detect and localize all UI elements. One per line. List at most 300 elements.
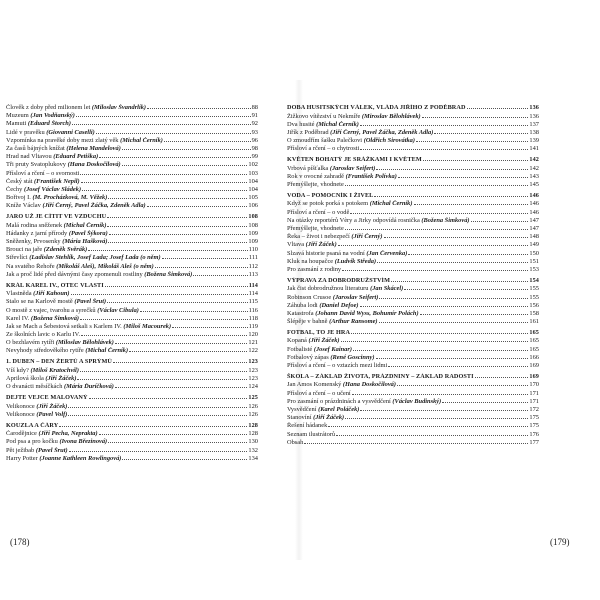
entry-page-number: 146 (529, 208, 539, 216)
toc-entry (6, 430, 258, 438)
entry-page-number: 177 (529, 438, 539, 446)
dot-leader (113, 362, 247, 363)
entry-author: (Václav Budinský) (392, 397, 442, 405)
entry-page-number: 169 (529, 362, 539, 370)
entry-title (6, 112, 75, 120)
section-heading (6, 394, 258, 403)
entry-title-text: Lidé v pravěku (6, 128, 47, 136)
entry-page-number: 123 (248, 375, 258, 382)
entry-title (287, 439, 303, 447)
entry-author: (Jiří Žáček) (36, 402, 68, 410)
entry-page-number: 146 (529, 191, 539, 199)
page-number-left: (178) (10, 537, 30, 547)
entry-author: (Jan Červenka) (366, 249, 408, 257)
entry-title (287, 398, 441, 406)
dot-leader (341, 341, 529, 342)
toc-entry (6, 331, 258, 339)
entry-title (287, 294, 378, 302)
toc-entry (6, 246, 258, 254)
entry-page-number: 128 (248, 430, 258, 438)
toc-entry (6, 170, 258, 178)
entry-title-text: Za časů bájných knížat (6, 144, 67, 152)
toc-entry (287, 406, 539, 414)
entry-page-number: 96 (251, 136, 258, 144)
dot-leader (379, 298, 528, 299)
entry-page-number: 126 (248, 402, 258, 410)
entry-title (6, 315, 79, 323)
toc-entry (6, 339, 258, 347)
entry-title-text: KRÁL KAREL IV., OTEC VLASTI (6, 281, 104, 289)
dot-leader (398, 177, 529, 178)
entry-title-text: Malá rodina sněženek (6, 221, 64, 229)
entry-page-number: 158 (529, 309, 539, 317)
entry-title-text: Jak se Mach a Šebestová setkali s Karlem IV. (6, 322, 124, 330)
entry-title (287, 354, 375, 362)
entry-author: (Johann David Wyss, Bohumír Polách) (315, 309, 419, 317)
dot-leader (155, 267, 248, 268)
entry-title (287, 414, 344, 422)
dot-leader (345, 418, 528, 419)
toc-entry (287, 422, 539, 430)
entry-title-text: Ze školních lavic o Karlu IV. (6, 331, 81, 339)
entry-title-text: Dva husité (287, 120, 317, 128)
entry-title (6, 411, 67, 419)
entry-title (287, 310, 419, 318)
entry-title (287, 381, 396, 389)
toc-entry (6, 238, 258, 246)
entry-title-text: Fotbalový zápas (287, 353, 331, 361)
toc-entry (6, 298, 258, 306)
dot-leader (475, 377, 529, 378)
toc-entry (6, 315, 258, 323)
entry-author: (Jiří Černý) (351, 233, 383, 241)
dot-leader (360, 125, 529, 126)
dot-leader (397, 385, 528, 386)
entry-author: (Pavel Volf) (36, 410, 68, 418)
toc-entry (287, 346, 539, 354)
entry-title (6, 263, 154, 271)
dot-leader (434, 133, 528, 134)
toc-entry (6, 323, 258, 331)
entry-title-text: Kopaná (287, 337, 309, 345)
page-number-right: (179) (550, 537, 570, 547)
dot-leader (77, 379, 247, 380)
entry-title-text: Fotbalisté (287, 345, 314, 353)
entry-title (287, 258, 376, 266)
dot-leader (353, 350, 528, 351)
entry-title-text: Přísloví a rčení – o chytrosti (287, 145, 360, 153)
entry-page-number: 130 (248, 438, 258, 446)
entry-title-text: Hrad nad Vltavou (6, 153, 54, 161)
entry-page-number: 143 (529, 172, 539, 180)
entry-page-number: 124 (248, 383, 258, 391)
entry-title-text: Tři pruty Svatoplukovy (6, 161, 68, 169)
dot-leader (80, 174, 247, 175)
entry-author: (Karel Poláček) (318, 405, 360, 413)
entry-author: (Miloslav Bělohlávek) (55, 339, 114, 347)
entry-title (6, 153, 98, 161)
entry-title (287, 390, 351, 398)
entry-page-number: 109 (248, 229, 258, 237)
dot-leader (352, 394, 529, 395)
toc-entry (287, 310, 539, 318)
entry-title-text: Karel IV. (6, 314, 31, 322)
toc-entry (6, 455, 258, 463)
entry-author: (Mária Hašková) (62, 238, 108, 245)
entry-title (287, 233, 383, 241)
entry-title-text: Velikonoce (6, 410, 37, 418)
entry-page-number: 103 (248, 169, 258, 177)
entry-author: (Jiří Černý, Pavel Žáčka, Zdeněk Adla) (330, 128, 434, 136)
toc-entry (287, 233, 539, 241)
entry-title (6, 170, 79, 178)
entry-title-text: Stanovíní (287, 414, 314, 422)
entry-title-text: O mostě z vajec, tvarohu a syrečků (6, 306, 98, 314)
entry-author: (Miroslav Bělohlávek) (361, 112, 421, 120)
entry-page-number: 110 (248, 246, 258, 254)
toc-entry (287, 431, 539, 439)
toc-entry (287, 145, 539, 153)
entry-title (6, 307, 139, 315)
entry-title (6, 238, 107, 246)
dot-leader (377, 262, 528, 263)
entry-page-number: 166 (529, 353, 539, 361)
section-heading (287, 192, 539, 201)
entry-page-number: 161 (529, 318, 539, 326)
entry-title (287, 346, 352, 354)
entry-author: (Jiří Kahoun) (33, 290, 70, 298)
toc-entry (287, 137, 539, 145)
entry-page-number: 136 (529, 104, 539, 111)
toc-entry (6, 178, 258, 186)
left-page (6, 104, 258, 463)
entry-title (6, 246, 87, 254)
entry-page-number: 134 (248, 454, 258, 462)
toc-entry (6, 307, 258, 315)
entry-title (6, 222, 106, 230)
entry-author: (Eduard Petiška) (53, 153, 99, 161)
toc-entry (6, 403, 258, 411)
entry-page-number: 88 (251, 104, 258, 111)
entry-page-number: 102 (248, 161, 258, 169)
toc-list-left (6, 104, 258, 463)
entry-author: (Michal Černík) (85, 347, 129, 355)
entry-title (287, 113, 421, 121)
entry-title (287, 209, 349, 217)
entry-title-text: KOUZLA A ČÁRY (6, 421, 59, 429)
entry-author: (Jaroslav Seifert) (332, 293, 379, 301)
entry-title (6, 383, 114, 391)
toc-entry (6, 263, 258, 271)
entry-title (287, 318, 378, 326)
entry-page-number: 125 (248, 393, 258, 401)
entry-title-text: VÝPRAVA ZA DOBRODRUŽSTVÍM (287, 276, 391, 284)
dot-leader (336, 435, 528, 436)
dot-leader (345, 229, 529, 230)
entry-title (6, 230, 108, 238)
entry-page-number: 108 (248, 213, 258, 221)
dot-leader (109, 234, 248, 235)
entry-title (6, 422, 58, 431)
entry-title-text: Žižkovo vítězství u Nekmíře (287, 112, 362, 120)
entry-page-number: 150 (529, 249, 539, 257)
entry-author: (Jan Vodňanský) (30, 112, 75, 120)
dot-leader (122, 165, 248, 166)
dot-leader (376, 169, 528, 170)
entry-title (287, 266, 341, 274)
entry-title (287, 129, 433, 137)
entry-title (6, 367, 79, 375)
dot-leader (350, 213, 528, 214)
toc-entry (287, 354, 539, 362)
entry-author: (Zdeněk Svěrák) (43, 246, 88, 254)
entry-title-text: Mamuti (6, 120, 28, 128)
entry-title-text: Hádanky z jarní přírody (6, 229, 69, 237)
entry-page-number: 170 (529, 381, 539, 389)
dot-leader (374, 196, 528, 197)
entry-title (287, 250, 407, 258)
right-page (287, 104, 539, 447)
entry-title-text: Šlépěje v bahně (287, 318, 330, 326)
entry-title-text: Kníže Václav (6, 202, 43, 210)
dot-leader (379, 322, 529, 323)
entry-page-number: 92 (251, 120, 258, 128)
entry-page-number: 136 (529, 112, 539, 120)
entry-page-number: 132 (248, 446, 258, 454)
entry-page-number: 104 (248, 185, 258, 193)
dot-leader (404, 289, 528, 290)
entry-title (6, 254, 161, 262)
toc-entry (6, 112, 258, 120)
entry-title (6, 347, 128, 355)
section-heading (287, 373, 539, 382)
toc-entry (287, 318, 539, 326)
dot-leader (80, 371, 247, 372)
entry-page-number: 114 (248, 290, 258, 298)
entry-title (287, 329, 350, 338)
entry-page-number: 104 (248, 177, 258, 185)
entry-author: (Pavel Šýkora) (68, 229, 108, 237)
entry-page-number: 119 (248, 322, 258, 330)
entry-title-text: Řeka – život i nebezpečí (287, 233, 352, 241)
entry-title-text: Vlastněda (6, 290, 34, 298)
entry-author: (Arthur Ransome) (329, 318, 378, 326)
dot-leader (360, 410, 528, 411)
section-heading (6, 422, 258, 431)
entry-title-text: VODA – POMOCNÍK I ŽIVEL (287, 191, 374, 199)
entry-page-number: 111 (248, 254, 258, 262)
entry-title-text: Pět ježibab (6, 446, 36, 454)
entry-author: (Ivona Březinová) (59, 438, 108, 446)
toc-entry (6, 438, 258, 446)
entry-title-text: Přísloví a rčení – o vodě (287, 208, 350, 216)
entry-title (287, 302, 359, 310)
dot-leader (115, 343, 247, 344)
dot-leader (68, 415, 247, 416)
toc-entry (6, 411, 258, 419)
entry-author: (Jiří Pecha, Nepraktа) (38, 430, 98, 438)
toc-entry (287, 294, 539, 302)
entry-page-number: 109 (248, 238, 258, 245)
entry-title (6, 194, 107, 202)
entry-title-text: Pro zasmání o prázdninách a vysvědčení (287, 397, 393, 405)
entry-title (287, 165, 375, 173)
dot-leader (76, 116, 251, 117)
entry-page-number: 155 (529, 285, 539, 293)
dot-leader (129, 351, 247, 352)
toc-entry (6, 271, 258, 279)
entry-page-number: 176 (529, 430, 539, 438)
dot-leader (328, 426, 528, 427)
entry-title-text: KVĚTEN BOHATÝ JE SRÁŽKAMI I KVĚTEM (287, 156, 422, 164)
dot-leader (115, 387, 247, 388)
entry-title-text: Obsah (287, 438, 304, 446)
entry-page-number: 137 (529, 120, 539, 128)
toc-entry (287, 181, 539, 189)
entry-author: (Božena Šimková) (30, 314, 80, 322)
dot-leader (376, 358, 529, 359)
dot-leader (422, 117, 529, 118)
dot-leader (342, 270, 528, 271)
entry-author: (Michal Černík) (369, 200, 413, 208)
entry-author: (Božena Šimková) (144, 270, 193, 278)
entry-page-number: 175 (529, 414, 539, 422)
entry-title-text: DOBA HUSITSKÝCH VÁLEK, VLÁDA JIŘÍHO Z PODĚBRAD (287, 104, 466, 111)
entry-title-text: Pod psa a pro kočku (6, 438, 60, 446)
entry-title-text: Bořivoj I. (6, 194, 33, 202)
entry-title (287, 285, 403, 293)
toc-entry (287, 200, 539, 208)
entry-author: (Michal Černík) (316, 120, 359, 128)
toc-entry (6, 120, 258, 128)
entry-title-text: O dvanácti měsíčkách (6, 383, 65, 391)
entry-title (6, 104, 146, 112)
entry-title (287, 337, 340, 345)
entry-author: (Hana Doskočilová) (342, 381, 396, 389)
dot-leader (108, 442, 247, 443)
toc-entry (6, 347, 258, 355)
entry-title (6, 186, 81, 194)
entry-page-number: 118 (248, 314, 258, 322)
entry-page-number: 142 (529, 156, 539, 164)
entry-page-number: 91 (251, 112, 258, 120)
dot-leader (360, 149, 528, 150)
entry-title-text: Vltava (287, 241, 306, 249)
entry-title (6, 323, 171, 331)
entry-title-text: Přísloví a rčení – o svornosti (6, 169, 80, 177)
dot-leader (108, 242, 247, 243)
entry-title-text: Přemýšlejte, vhodnete (287, 181, 344, 189)
entry-author: (Josef Kainar) (313, 345, 352, 353)
entry-title-text: Jak čist dobrodružnou literaturu (287, 285, 371, 293)
toc-entry (287, 113, 539, 121)
entry-author: (Ladislav Stehlík, Josef Lada; Josef Lada (o něm) (29, 254, 161, 262)
dot-leader (96, 133, 251, 134)
dot-leader (408, 254, 528, 255)
entry-page-number: 112 (248, 262, 258, 270)
entry-title-text: Katastrofa (287, 309, 316, 317)
dot-leader (107, 217, 247, 218)
entry-title-text: Jak a proč lidé před dávnými časy zpomenuli rostliny (6, 270, 145, 278)
dot-leader (68, 407, 247, 408)
entry-page-number: 141 (529, 145, 539, 153)
entry-author: (M. Procházková, M. Věžek) (32, 194, 108, 202)
toc-entry (287, 129, 539, 137)
entry-author: (Helena Mandelová) (66, 144, 121, 152)
entry-page-number: 171 (529, 389, 539, 397)
dot-leader (89, 398, 248, 399)
entry-page-number: 175 (529, 422, 539, 430)
dot-leader (164, 141, 251, 142)
toc-entry (287, 250, 539, 258)
toc-entry (6, 290, 258, 298)
entry-page-number: 108 (248, 221, 258, 229)
dot-leader (423, 160, 529, 161)
toc-entry (287, 241, 539, 249)
dot-leader (72, 124, 251, 125)
entry-title (6, 145, 121, 153)
entry-author: (Jaroslav Seifert) (329, 164, 376, 172)
entry-title-text: Na otázky reportérů Vèry a Jirky odpovídá rosnička (287, 216, 422, 224)
entry-author: (Miloš Kratochvíl) (30, 366, 79, 374)
entry-title (287, 277, 390, 286)
entry-title (287, 217, 470, 225)
entry-title-text: Přemýšlejte, vhodnete (287, 225, 344, 233)
dot-leader (88, 250, 247, 251)
entry-title (287, 121, 359, 129)
dot-leader (442, 402, 528, 403)
entry-title-text: Aprilová škola (6, 375, 46, 382)
toc-entry (6, 254, 258, 262)
entry-title (287, 200, 413, 208)
entry-title-text: Přísloví a rčení – o vztazích mezi lidmi (287, 362, 388, 370)
toc-list-right (287, 104, 539, 447)
entry-author: (Hana Doskočilová) (67, 161, 121, 169)
entry-page-number: 123 (248, 366, 258, 374)
toc-entry (6, 194, 258, 202)
entry-page-number: 123 (248, 358, 258, 366)
toc-entry (6, 186, 258, 194)
entry-author: (Josef Václav Sládek) (23, 185, 82, 193)
toc-entry (6, 375, 258, 383)
toc-entry (6, 153, 258, 161)
entry-title (6, 375, 76, 383)
dot-leader (467, 108, 529, 109)
entry-page-number: 115 (248, 298, 258, 306)
section-heading (287, 104, 539, 113)
entry-page-number: 106 (248, 202, 258, 210)
section-heading (6, 282, 258, 291)
entry-title (287, 145, 359, 153)
entry-page-number: 128 (248, 421, 258, 429)
entry-title (6, 298, 106, 306)
entry-author: (Michal Černík) (63, 221, 107, 229)
dot-leader (107, 302, 248, 303)
entry-author: (Jiří Žáček) (313, 414, 345, 422)
entry-title (6, 161, 121, 169)
entry-title (287, 406, 359, 414)
entry-title-text: Vzpomínka na pravěké doby mezi zlatý věk (6, 136, 121, 144)
entry-title-text: Člověk z doby před milionem let (6, 104, 92, 111)
dot-leader (172, 327, 248, 328)
entry-author: (Božena Šimková) (421, 216, 470, 224)
entry-author: (Jiří Žáček) (305, 241, 337, 249)
dot-leader (360, 306, 529, 307)
section-heading (287, 329, 539, 338)
entry-author: (René Goscinny) (330, 353, 375, 361)
entry-title-text: Český stát (6, 177, 35, 185)
entry-title-text: Slzavá historie psaná na vodní (287, 249, 367, 257)
